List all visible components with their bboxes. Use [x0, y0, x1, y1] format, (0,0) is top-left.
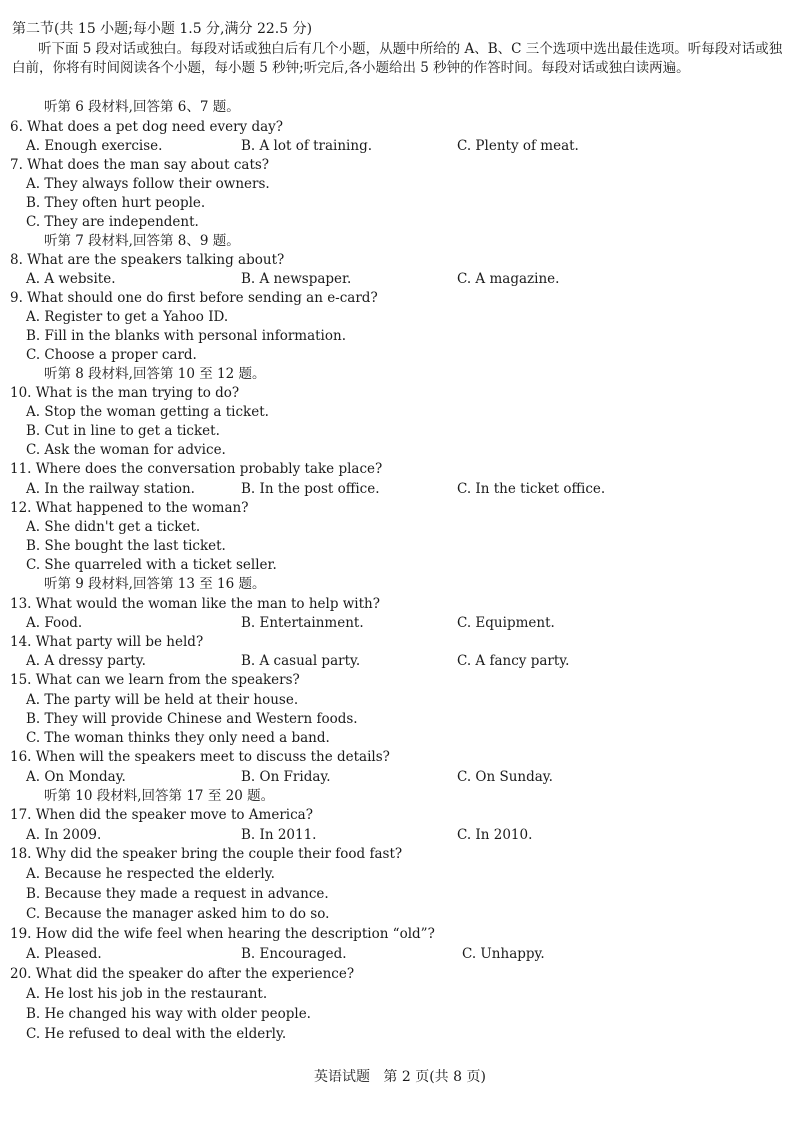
- option-20c: C. He refused to deal with the elderly.: [26, 1026, 287, 1042]
- question-14: 14. What party will be held?: [10, 634, 204, 650]
- option-9a: A. Register to get a Yahoo ID.: [26, 309, 229, 325]
- option-12b: B. She bought the last ticket.: [26, 538, 226, 554]
- option-11c: C. In the ticket office.: [457, 481, 606, 497]
- question-7: 7. What does the man say about cats?: [10, 157, 270, 173]
- question-11: 11. Where does the conversation probably take place?: [10, 461, 383, 477]
- option-20a: A. He lost his job in the restaurant.: [26, 986, 268, 1002]
- option-16b: B. On Friday.: [241, 769, 331, 785]
- option-7a: A. They always follow their owners.: [26, 176, 270, 192]
- option-13b: B. Entertainment.: [241, 615, 364, 631]
- section-header: 第二节(共 15 小题;每小题 1.5 分,满分 22.5 分): [12, 21, 313, 37]
- option-19a: A. Pleased.: [26, 946, 102, 962]
- option-20b: B. He changed his way with older people.: [26, 1006, 311, 1022]
- question-15: 15. What can we learn from the speakers?: [10, 672, 300, 688]
- group-label: 听第 6 段材料,回答第 6、7 题。: [44, 99, 240, 115]
- question-8: 8. What are the speakers talking about?: [10, 252, 285, 268]
- option-17a: A. In 2009.: [26, 827, 102, 843]
- option-13a: A. Food.: [26, 615, 83, 631]
- option-12a: A. She didn't get a ticket.: [26, 519, 201, 535]
- option-17b: B. In 2011.: [241, 827, 317, 843]
- option-15a: A. The party will be held at their house.: [26, 692, 299, 708]
- option-14a: A. A dressy party.: [26, 653, 146, 669]
- question-20: 20. What did the speaker do after the experience?: [10, 966, 355, 982]
- option-10b: B. Cut in line to get a ticket.: [26, 423, 220, 439]
- footer-page-number: 第 2 页(共 8 页): [383, 1069, 486, 1085]
- option-9b: B. Fill in the blanks with personal information.: [26, 328, 346, 344]
- option-10c: C. Ask the woman for advice.: [26, 442, 226, 458]
- option-10a: A. Stop the woman getting a ticket.: [26, 404, 269, 420]
- option-19b: B. Encouraged.: [241, 946, 347, 962]
- option-18c: C. Because the manager asked him to do so.: [26, 906, 330, 922]
- question-16: 16. When will the speakers meet to discuss the details?: [10, 749, 390, 765]
- question-17: 17. When did the speaker move to America?: [10, 807, 313, 823]
- option-13c: C. Equipment.: [457, 615, 555, 631]
- footer-subject: 英语试题: [314, 1069, 371, 1085]
- option-18b: B. Because they made a request in advance.: [26, 886, 329, 902]
- option-16a: A. On Monday.: [26, 769, 126, 785]
- option-6a: A. Enough exercise.: [26, 138, 163, 154]
- question-19: 19. How did the wife feel when hearing the description “old”?: [10, 926, 435, 942]
- option-6b: B. A lot of training.: [241, 138, 373, 154]
- option-11b: B. In the post office.: [241, 481, 380, 497]
- option-8a: A. A website.: [26, 271, 116, 287]
- question-18: 18. Why did the speaker bring the couple their food fast?: [10, 846, 403, 862]
- question-13: 13. What would the woman like the man to help with?: [10, 596, 380, 612]
- option-11a: A. In the railway station.: [26, 481, 195, 497]
- question-10: 10. What is the man trying to do?: [10, 385, 240, 401]
- option-16c: C. On Sunday.: [457, 769, 553, 785]
- page-footer: [0, 1066, 800, 1086]
- group-label: 听第 10 段材料,回答第 17 至 20 题。: [44, 788, 275, 804]
- option-7c: C. They are independent.: [26, 214, 199, 230]
- option-15b: B. They will provide Chinese and Western foods.: [26, 711, 358, 727]
- group-label: 听第 8 段材料,回答第 10 至 12 题。: [44, 366, 266, 382]
- option-7b: B. They often hurt people.: [26, 195, 206, 211]
- group-label: 听第 7 段材料,回答第 8、9 题。: [44, 233, 240, 249]
- option-18a: A. Because he respected the elderly.: [26, 866, 275, 882]
- option-19c: C. Unhappy.: [462, 946, 545, 962]
- option-8c: C. A magazine.: [457, 271, 560, 287]
- option-8b: B. A newspaper.: [241, 271, 352, 287]
- option-9c: C. Choose a proper card.: [26, 347, 197, 363]
- option-17c: C. In 2010.: [457, 827, 533, 843]
- option-12c: C. She quarreled with a ticket seller.: [26, 557, 277, 573]
- group-label: 听第 9 段材料,回答第 13 至 16 题。: [44, 576, 266, 592]
- option-14c: C. A fancy party.: [457, 653, 570, 669]
- question-12: 12. What happened to the woman?: [10, 500, 249, 516]
- section-instructions: 听下面 5 段对话或独白。每段对话或独白后有几个小题，从题中所给的 A、B、C 三个选项中选出最佳选项。听每段对话或独白前，你将有时间阅读各个小题，每小题 5 秒钟;听完后,各小题给出 5 秒钟的作答时间。每段对话或独白读两遍。: [12, 41, 783, 76]
- question-9: 9. What should one do first before sending an e-card?: [10, 290, 378, 306]
- question-6: 6. What does a pet dog need every day?: [10, 119, 284, 135]
- option-14b: B. A casual party.: [241, 653, 361, 669]
- option-15c: C. The woman thinks they only need a band.: [26, 730, 330, 746]
- option-6c: C. Plenty of meat.: [457, 138, 579, 154]
